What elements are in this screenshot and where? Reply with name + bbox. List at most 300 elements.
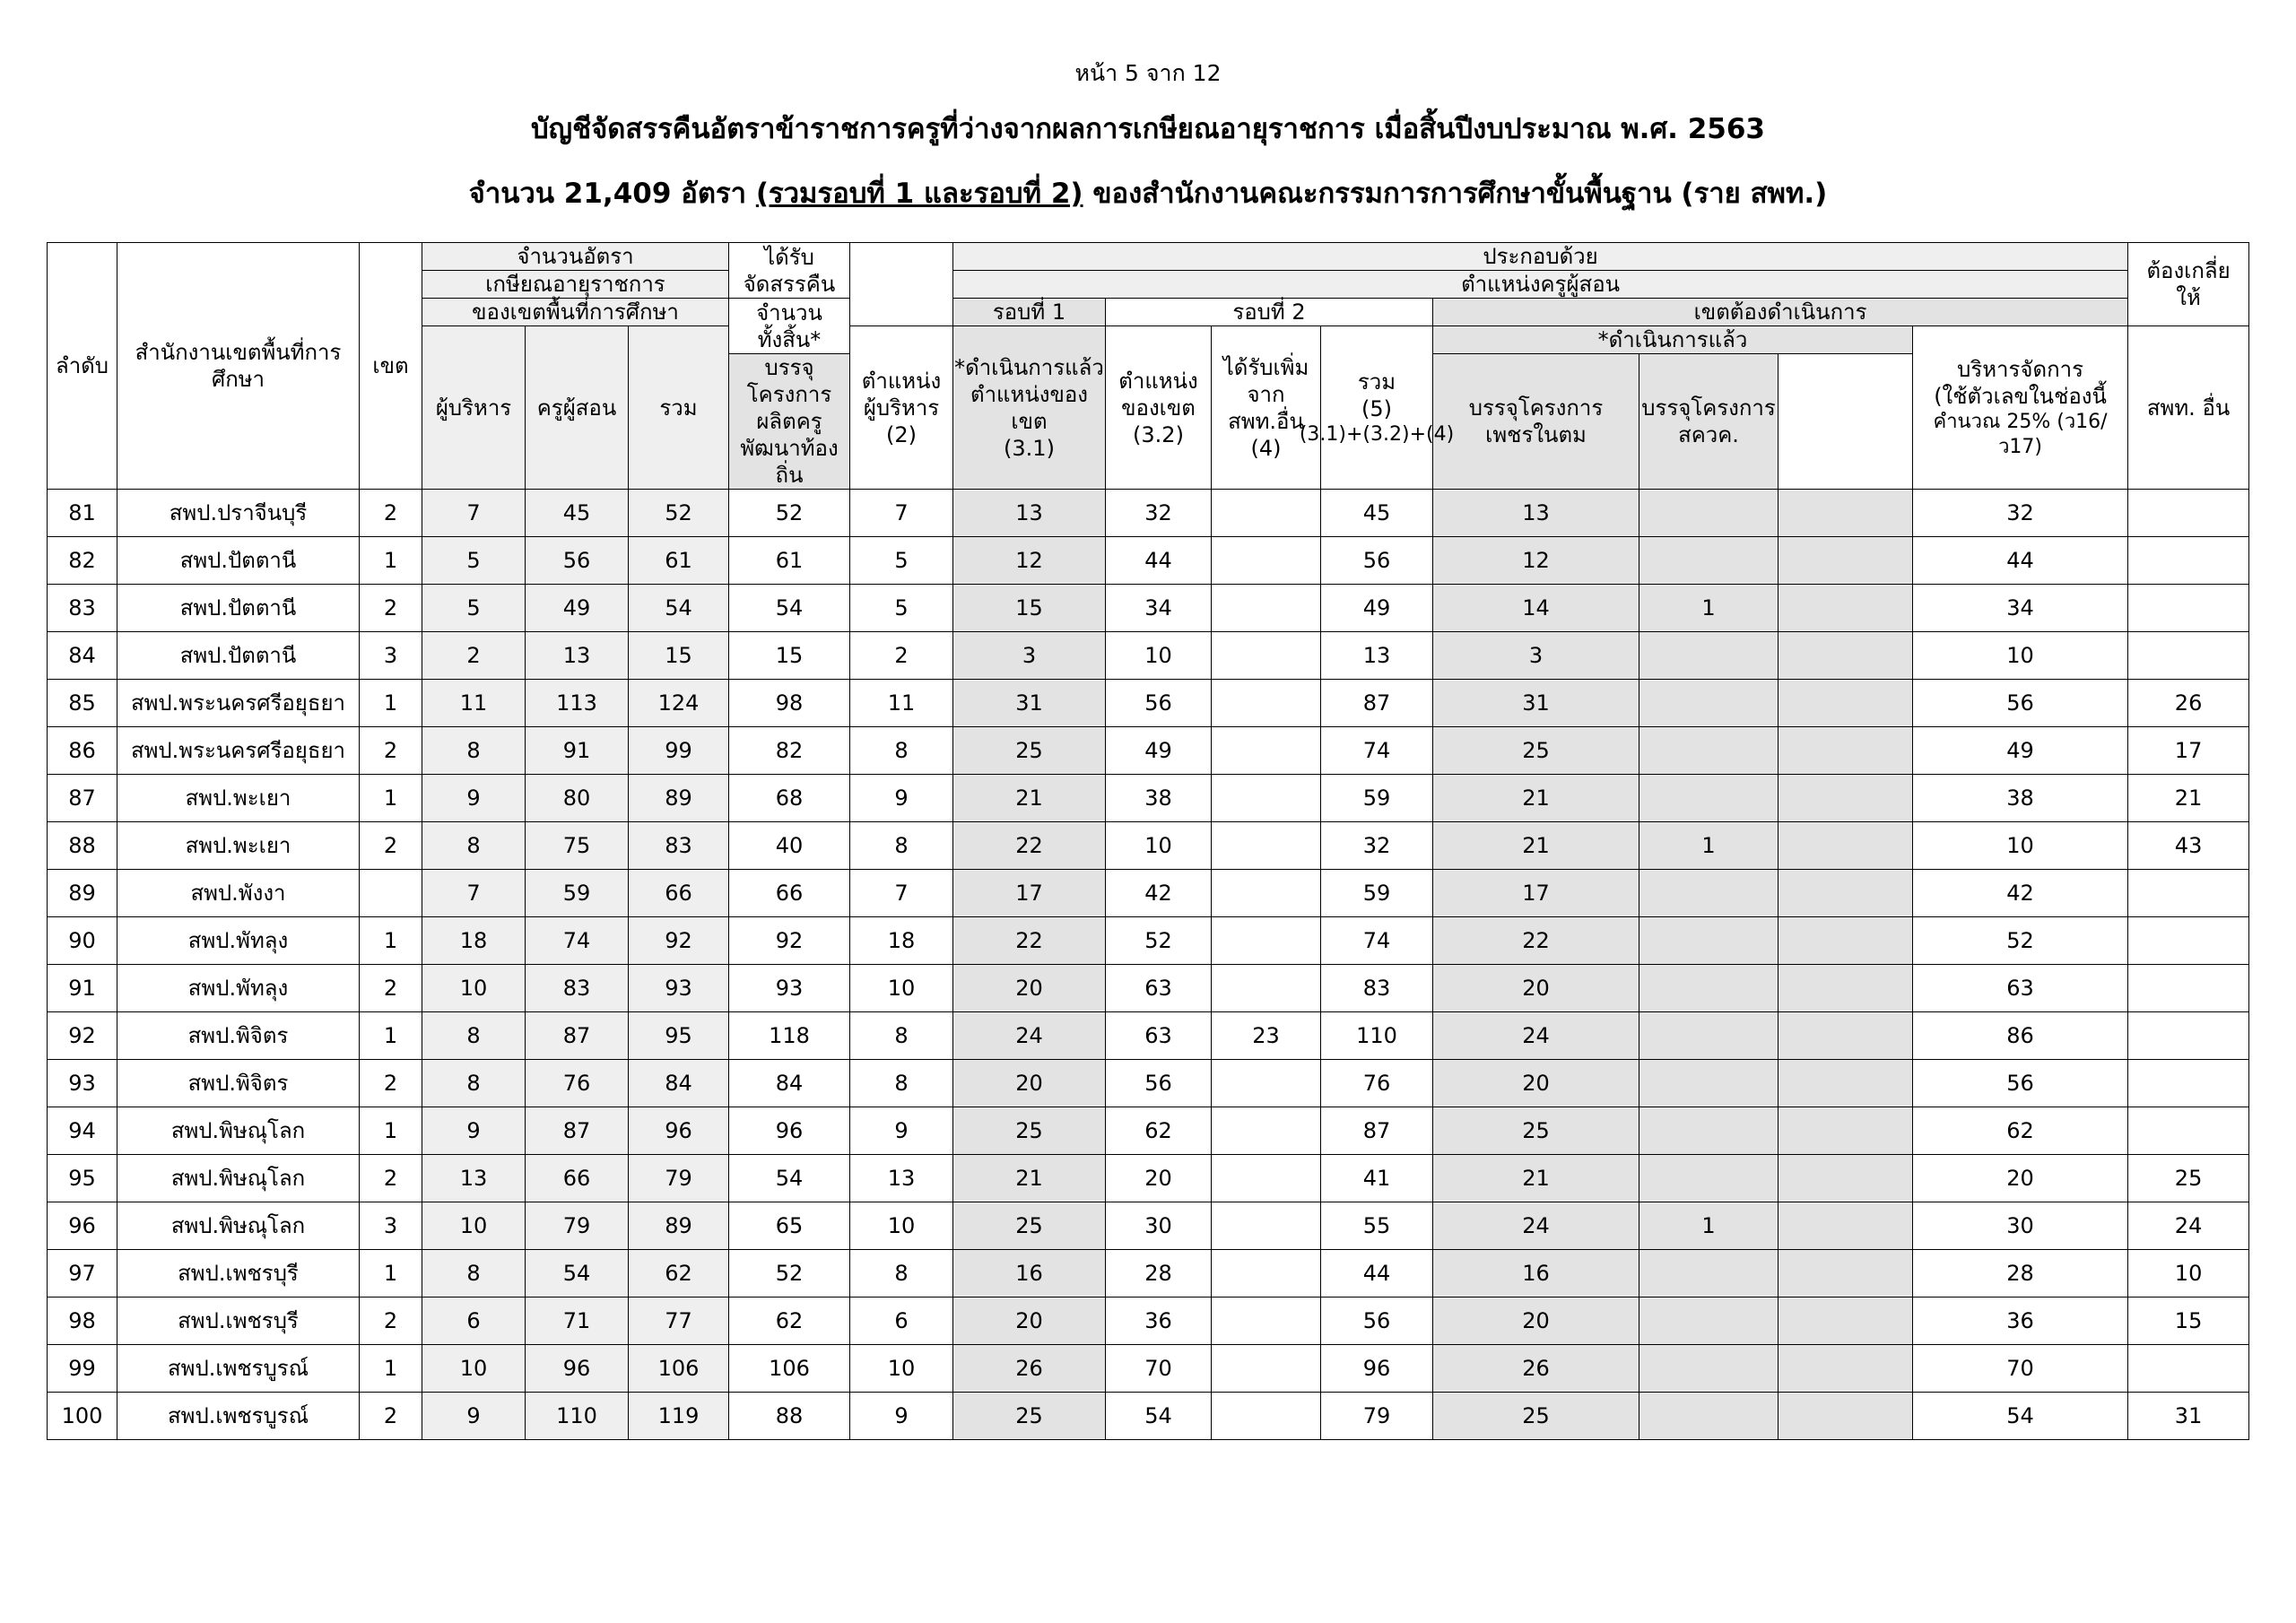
cell-office: สพป.พิจิตร — [117, 1060, 360, 1107]
th-r1-l1: *ดำเนินการแล้ว — [954, 354, 1104, 380]
cell-office: สพป.พังงา — [117, 870, 360, 917]
cell-retire-total: 99 — [629, 727, 729, 775]
cell-allocated: 15 — [729, 632, 850, 680]
th-r2b-l3: (4) — [1250, 435, 1282, 461]
table-row — [48, 965, 2249, 1012]
cell-retire-teacher: 110 — [526, 1393, 629, 1440]
cell-area: 1 — [360, 1250, 422, 1298]
th-sum — [1299, 326, 1455, 490]
cell-done-phet-nai-tom — [1639, 1012, 1779, 1060]
cell-round2-area: 20 — [1106, 1155, 1212, 1202]
th-manage-l1: บริหารจัดการ — [1957, 357, 2083, 382]
cell-manage: 49 — [1913, 727, 2128, 775]
cell-transfer — [2128, 632, 2249, 680]
table-row — [48, 1393, 2249, 1440]
cell-manage: 63 — [1913, 965, 2128, 1012]
cell-done-phet-nai-tom — [1639, 1060, 1779, 1107]
cell-manage: 34 — [1913, 585, 2128, 632]
table-row — [48, 1250, 2249, 1298]
cell-office: สพป.พะเยา — [117, 822, 360, 870]
cell-done-phet-nai-tom — [1639, 727, 1779, 775]
cell-retire-teacher: 76 — [526, 1060, 629, 1107]
cell-round2-extra — [1212, 537, 1321, 585]
cell-retire-admin: 8 — [422, 1012, 526, 1060]
cell-retire-admin: 11 — [422, 680, 526, 727]
cell-area — [360, 870, 422, 917]
cell-done-sakhowo — [1779, 490, 1913, 537]
cell-retire-total: 89 — [629, 775, 729, 822]
cell-retire-admin: 8 — [422, 1060, 526, 1107]
th-alloc-1 — [729, 243, 850, 299]
cell-manage: 42 — [1913, 870, 2128, 917]
th-r2b-l1: ได้รับเพิ่มจาก — [1222, 354, 1309, 407]
cell-order: 87 — [48, 775, 117, 822]
cell-done-sakhowo — [1779, 1345, 1913, 1393]
th-done-c3-l2: สควค. — [1678, 422, 1739, 447]
cell-round2-area: 10 — [1106, 632, 1212, 680]
cell-order: 96 — [48, 1202, 117, 1250]
cell-office: สพป.ปราจีนบุรี — [117, 490, 360, 537]
cell-office: สพป.เพชรบูรณ์ — [117, 1345, 360, 1393]
cell-retire-total: 15 — [629, 632, 729, 680]
cell-round2-area: 52 — [1106, 917, 1212, 965]
cell-round2-area: 54 — [1106, 1393, 1212, 1440]
cell-done-local-teacher: 24 — [1433, 1012, 1639, 1060]
table-row — [48, 1202, 2249, 1250]
cell-round2-extra — [1212, 490, 1321, 537]
cell-order: 84 — [48, 632, 117, 680]
cell-transfer: 26 — [2128, 680, 2249, 727]
th-done-c3-l1: บรรจุโครงการ — [1641, 395, 1776, 421]
cell-retire-total: 79 — [629, 1155, 729, 1202]
cell-area: 1 — [360, 1012, 422, 1060]
table-row — [48, 537, 2249, 585]
cell-transfer: 21 — [2128, 775, 2249, 822]
cell-transfer: 24 — [2128, 1202, 2249, 1250]
cell-office: สพป.พัทลุง — [117, 965, 360, 1012]
cell-done-local-teacher: 12 — [1433, 537, 1639, 585]
cell-done-local-teacher: 20 — [1433, 1060, 1639, 1107]
cell-transfer — [2128, 1345, 2249, 1393]
cell-area: 2 — [360, 1298, 422, 1345]
cell-office: สพป.พิษณุโลก — [117, 1155, 360, 1202]
cell-order: 100 — [48, 1393, 117, 1440]
cell-sum: 76 — [1321, 1060, 1433, 1107]
cell-office: สพป.พะเยา — [117, 775, 360, 822]
cell-retire-teacher: 79 — [526, 1202, 629, 1250]
cell-done-sakhowo — [1779, 917, 1913, 965]
th-r2a-l2: ของเขต — [1121, 395, 1196, 421]
cell-office: สพป.พิษณุโลก — [117, 1202, 360, 1250]
cell-sum: 110 — [1321, 1012, 1433, 1060]
cell-retire-total: 54 — [629, 585, 729, 632]
cell-retire-total: 93 — [629, 965, 729, 1012]
cell-area: 3 — [360, 1202, 422, 1250]
th-area: เขต — [360, 243, 422, 490]
cell-round2-extra — [1212, 1345, 1321, 1393]
cell-done-phet-nai-tom — [1639, 1250, 1779, 1298]
cell-done-phet-nai-tom — [1639, 1107, 1779, 1155]
cell-area: 2 — [360, 965, 422, 1012]
cell-round2-area: 42 — [1106, 870, 1212, 917]
cell-area: 2 — [360, 727, 422, 775]
cell-order: 98 — [48, 1298, 117, 1345]
cell-retire-teacher: 113 — [526, 680, 629, 727]
cell-sum: 41 — [1321, 1155, 1433, 1202]
cell-done-sakhowo — [1779, 1012, 1913, 1060]
cell-round1: 13 — [953, 490, 1106, 537]
cell-done-sakhowo — [1779, 585, 1913, 632]
cell-admin-position: 9 — [850, 1107, 953, 1155]
cell-allocated: 93 — [729, 965, 850, 1012]
cell-round1: 3 — [953, 632, 1106, 680]
cell-round2-area: 62 — [1106, 1107, 1212, 1155]
cell-area: 3 — [360, 632, 422, 680]
cell-round1: 22 — [953, 822, 1106, 870]
cell-retire-teacher: 13 — [526, 632, 629, 680]
th-alloc-l1: ได้รับ — [764, 244, 814, 270]
table-row — [48, 585, 2249, 632]
cell-retire-teacher: 75 — [526, 822, 629, 870]
cell-retire-total: 52 — [629, 490, 729, 537]
cell-office: สพป.พระนครศรีอยุธยา — [117, 680, 360, 727]
title-line2-underline: (รวมรอบที่ 1 และรอบที่ 2) — [755, 178, 1083, 210]
cell-done-phet-nai-tom: 1 — [1639, 585, 1779, 632]
cell-order: 92 — [48, 1012, 117, 1060]
cell-retire-admin: 10 — [422, 1345, 526, 1393]
cell-admin-position: 10 — [850, 1345, 953, 1393]
cell-admin-position: 9 — [850, 775, 953, 822]
cell-transfer: 43 — [2128, 822, 2249, 870]
cell-done-sakhowo — [1779, 1155, 1913, 1202]
cell-allocated: 96 — [729, 1107, 850, 1155]
cell-done-local-teacher: 16 — [1433, 1250, 1639, 1298]
cell-sum: 59 — [1321, 870, 1433, 917]
cell-order: 90 — [48, 917, 117, 965]
cell-round1: 25 — [953, 1202, 1106, 1250]
cell-round2-area: 32 — [1106, 490, 1212, 537]
cell-order: 83 — [48, 585, 117, 632]
cell-retire-admin: 2 — [422, 632, 526, 680]
th-done-c2-l1: บรรจุโครงการ — [1468, 395, 1604, 421]
cell-transfer: 25 — [2128, 1155, 2249, 1202]
cell-allocated: 54 — [729, 1155, 850, 1202]
th-sum-l2: (5) — [1361, 395, 1392, 421]
cell-round2-area: 38 — [1106, 775, 1212, 822]
cell-sum: 83 — [1321, 965, 1433, 1012]
cell-manage: 10 — [1913, 632, 2128, 680]
table-row — [48, 490, 2249, 537]
cell-transfer — [2128, 1107, 2249, 1155]
cell-retire-total: 106 — [629, 1345, 729, 1393]
th-r1-l2: ตำแหน่งของเขต — [970, 381, 1088, 434]
cell-sum: 96 — [1321, 1345, 1433, 1393]
cell-retire-admin: 13 — [422, 1155, 526, 1202]
cell-order: 99 — [48, 1345, 117, 1393]
cell-sum: 56 — [1321, 537, 1433, 585]
cell-round2-extra — [1212, 1250, 1321, 1298]
cell-done-local-teacher: 21 — [1433, 775, 1639, 822]
th-done-c2-l2: เพชรในตม — [1485, 422, 1587, 447]
th-r2-area — [1106, 326, 1212, 490]
cell-allocated: 65 — [729, 1202, 850, 1250]
cell-retire-total: 62 — [629, 1250, 729, 1298]
cell-office: สพป.เพชรบุรี — [117, 1250, 360, 1298]
cell-round2-area: 56 — [1106, 1060, 1212, 1107]
table-row — [48, 1060, 2249, 1107]
cell-area: 2 — [360, 1393, 422, 1440]
cell-retire-teacher: 96 — [526, 1345, 629, 1393]
cell-round2-extra — [1212, 680, 1321, 727]
th-round-1: รอบที่ 1 — [953, 299, 1106, 326]
cell-done-local-teacher: 22 — [1433, 917, 1639, 965]
cell-manage: 36 — [1913, 1298, 2128, 1345]
cell-manage: 10 — [1913, 822, 2128, 870]
table-body — [48, 490, 2249, 1440]
cell-manage: 56 — [1913, 1060, 2128, 1107]
cell-admin-position: 8 — [850, 727, 953, 775]
cell-done-local-teacher: 25 — [1433, 1393, 1639, 1440]
allocation-table — [47, 242, 2249, 1440]
cell-transfer — [2128, 1012, 2249, 1060]
th-admin-pos — [850, 243, 953, 326]
cell-retire-teacher: 56 — [526, 537, 629, 585]
cell-retire-teacher: 59 — [526, 870, 629, 917]
cell-area: 1 — [360, 775, 422, 822]
cell-done-phet-nai-tom — [1639, 965, 1779, 1012]
table-row — [48, 1107, 2249, 1155]
cell-done-sakhowo — [1779, 1393, 1913, 1440]
cell-manage: 62 — [1913, 1107, 2128, 1155]
cell-allocated: 40 — [729, 822, 850, 870]
cell-round2-extra — [1212, 1060, 1321, 1107]
cell-round1: 17 — [953, 870, 1106, 917]
cell-round2-area: 49 — [1106, 727, 1212, 775]
th-alloc-2 — [729, 299, 850, 354]
cell-order: 95 — [48, 1155, 117, 1202]
cell-done-sakhowo — [1779, 537, 1913, 585]
cell-done-local-teacher: 21 — [1433, 822, 1639, 870]
cell-done-sakhowo — [1779, 727, 1913, 775]
th-sum-l3: (3.1)+(3.2)+(4) — [1299, 422, 1455, 446]
cell-office: สพป.พัทลุง — [117, 917, 360, 965]
cell-done-sakhowo — [1779, 1060, 1913, 1107]
cell-admin-position: 7 — [850, 870, 953, 917]
cell-admin-position: 8 — [850, 1012, 953, 1060]
cell-retire-total: 83 — [629, 822, 729, 870]
cell-transfer: 31 — [2128, 1393, 2249, 1440]
cell-office: สพป.ปัตตานี — [117, 585, 360, 632]
cell-round2-extra — [1212, 775, 1321, 822]
cell-area: 2 — [360, 1155, 422, 1202]
cell-done-local-teacher: 20 — [1433, 1298, 1639, 1345]
cell-sum: 87 — [1321, 1107, 1433, 1155]
cell-manage: 38 — [1913, 775, 2128, 822]
th-retire-group-2: เกษียณอายุราชการ — [422, 271, 729, 299]
th-transfer-l1: ต้องเกลี่ย — [2146, 258, 2231, 283]
cell-area: 2 — [360, 1060, 422, 1107]
cell-retire-admin: 10 — [422, 1202, 526, 1250]
cell-retire-total: 96 — [629, 1107, 729, 1155]
cell-retire-total: 77 — [629, 1298, 729, 1345]
cell-retire-admin: 6 — [422, 1298, 526, 1345]
cell-admin-position: 6 — [850, 1298, 953, 1345]
cell-office: สพป.ปัตตานี — [117, 632, 360, 680]
cell-done-phet-nai-tom — [1639, 680, 1779, 727]
cell-sum: 49 — [1321, 585, 1433, 632]
cell-done-local-teacher: 14 — [1433, 585, 1639, 632]
cell-transfer — [2128, 917, 2249, 965]
th-done-c1-l1: บรรจุโครงการ — [746, 355, 832, 407]
cell-admin-position: 18 — [850, 917, 953, 965]
th-r2-extra — [1212, 326, 1321, 490]
cell-admin-position: 8 — [850, 822, 953, 870]
th-admin-l3: (2) — [886, 421, 917, 447]
cell-done-sakhowo — [1779, 632, 1913, 680]
cell-order: 81 — [48, 490, 117, 537]
th-manage-l2: (ใช้ตัวเลขในช่องนี้ — [1934, 384, 2107, 409]
cell-office: สพป.เพชรบุรี — [117, 1298, 360, 1345]
cell-retire-total: 84 — [629, 1060, 729, 1107]
cell-admin-position: 10 — [850, 1202, 953, 1250]
cell-round2-extra — [1212, 1107, 1321, 1155]
cell-sum: 56 — [1321, 1298, 1433, 1345]
cell-round1: 15 — [953, 585, 1106, 632]
cell-office: สพป.พระนครศรีอยุธยา — [117, 727, 360, 775]
table-row — [48, 727, 2249, 775]
cell-done-sakhowo — [1779, 1250, 1913, 1298]
cell-done-sakhowo — [1779, 1298, 1913, 1345]
cell-done-phet-nai-tom — [1639, 1298, 1779, 1345]
cell-done-local-teacher: 3 — [1433, 632, 1639, 680]
th-r2a-l3: (3.2) — [1133, 421, 1184, 447]
cell-allocated: 118 — [729, 1012, 850, 1060]
cell-sum: 74 — [1321, 727, 1433, 775]
cell-allocated: 98 — [729, 680, 850, 727]
cell-done-phet-nai-tom: 1 — [1639, 1202, 1779, 1250]
cell-round2-area: 44 — [1106, 537, 1212, 585]
cell-done-sakhowo — [1779, 965, 1913, 1012]
th-order: ลำดับ — [48, 243, 117, 490]
cell-order: 91 — [48, 965, 117, 1012]
th-alloc-l3: จำนวน — [756, 299, 822, 325]
cell-retire-admin: 10 — [422, 965, 526, 1012]
cell-manage: 32 — [1913, 490, 2128, 537]
document-title-line-1: บัญชีจัดสรรคืนอัตราข้าราชการครูที่ว่างจากผลการเกษียณอายุราชการ เมื่อสิ้นปีงบประมาณ พ.ศ. 2563 — [530, 113, 1765, 145]
cell-order: 94 — [48, 1107, 117, 1155]
cell-admin-position: 5 — [850, 585, 953, 632]
cell-retire-admin: 18 — [422, 917, 526, 965]
cell-retire-teacher: 71 — [526, 1298, 629, 1345]
cell-done-local-teacher: 25 — [1433, 1107, 1639, 1155]
cell-round2-area: 34 — [1106, 585, 1212, 632]
th-done-already: *ดำเนินการแล้ว — [1433, 326, 1913, 354]
cell-order: 82 — [48, 537, 117, 585]
cell-retire-teacher: 83 — [526, 965, 629, 1012]
th-ret-total: รวม — [629, 326, 729, 490]
cell-retire-admin: 8 — [422, 727, 526, 775]
th-r2a-l1: ตำแหน่ง — [1118, 368, 1198, 394]
cell-done-sakhowo — [1779, 870, 1913, 917]
th-admin-l1: ตำแหน่ง — [861, 368, 942, 394]
cell-done-sakhowo — [1779, 775, 1913, 822]
cell-done-phet-nai-tom — [1639, 490, 1779, 537]
cell-done-local-teacher: 13 — [1433, 490, 1639, 537]
cell-round2-extra — [1212, 965, 1321, 1012]
cell-area: 2 — [360, 822, 422, 870]
cell-admin-position: 5 — [850, 537, 953, 585]
cell-done-local-teacher: 24 — [1433, 1202, 1639, 1250]
cell-round1: 26 — [953, 1345, 1106, 1393]
cell-round2-area: 70 — [1106, 1345, 1212, 1393]
cell-admin-position: 2 — [850, 632, 953, 680]
cell-retire-teacher: 91 — [526, 727, 629, 775]
th-admin-l2: ผู้บริหาร — [863, 395, 940, 421]
cell-round1: 20 — [953, 1060, 1106, 1107]
cell-area: 2 — [360, 585, 422, 632]
cell-round1: 20 — [953, 1298, 1106, 1345]
cell-round2-extra: 23 — [1212, 1012, 1321, 1060]
th-r1 — [953, 326, 1106, 490]
cell-order: 85 — [48, 680, 117, 727]
cell-allocated: 66 — [729, 870, 850, 917]
cell-retire-admin: 8 — [422, 822, 526, 870]
cell-round1: 21 — [953, 1155, 1106, 1202]
cell-admin-position: 13 — [850, 1155, 953, 1202]
page-number: หน้า 5 จาก 12 — [1074, 60, 1222, 86]
cell-retire-total: 66 — [629, 870, 729, 917]
cell-round1: 31 — [953, 680, 1106, 727]
cell-round1: 22 — [953, 917, 1106, 965]
cell-sum: 79 — [1321, 1393, 1433, 1440]
cell-round1: 21 — [953, 775, 1106, 822]
cell-round2-extra — [1212, 727, 1321, 775]
cell-manage: 44 — [1913, 537, 2128, 585]
cell-allocated: 68 — [729, 775, 850, 822]
cell-manage: 86 — [1913, 1012, 2128, 1060]
cell-manage: 54 — [1913, 1393, 2128, 1440]
th-alloc-l2: จัดสรรคืน — [743, 271, 836, 297]
cell-retire-admin: 9 — [422, 1393, 526, 1440]
cell-done-local-teacher: 26 — [1433, 1345, 1639, 1393]
cell-order: 93 — [48, 1060, 117, 1107]
th-composed-of: ประกอบด้วย — [953, 243, 2128, 271]
table-row — [48, 1155, 2249, 1202]
cell-admin-position: 8 — [850, 1060, 953, 1107]
cell-manage: 30 — [1913, 1202, 2128, 1250]
cell-done-phet-nai-tom — [1639, 917, 1779, 965]
th-sum-l1: รวม — [1357, 369, 1396, 395]
cell-round2-extra — [1212, 822, 1321, 870]
cell-retire-admin: 9 — [422, 775, 526, 822]
cell-retire-teacher: 80 — [526, 775, 629, 822]
cell-round2-area: 56 — [1106, 680, 1212, 727]
cell-done-phet-nai-tom — [1639, 1345, 1779, 1393]
table-row — [48, 822, 2249, 870]
cell-round2-area: 30 — [1106, 1202, 1212, 1250]
th-office: สำนักงานเขตพื้นที่การศึกษา — [117, 243, 360, 490]
cell-round2-extra — [1212, 585, 1321, 632]
cell-done-phet-nai-tom — [1639, 775, 1779, 822]
cell-round2-extra — [1212, 1155, 1321, 1202]
th-ret-admin: ผู้บริหาร — [422, 326, 526, 490]
cell-retire-teacher: 54 — [526, 1250, 629, 1298]
cell-retire-total: 124 — [629, 680, 729, 727]
cell-order: 88 — [48, 822, 117, 870]
cell-round1: 25 — [953, 1393, 1106, 1440]
cell-sum: 55 — [1321, 1202, 1433, 1250]
cell-manage: 70 — [1913, 1345, 2128, 1393]
